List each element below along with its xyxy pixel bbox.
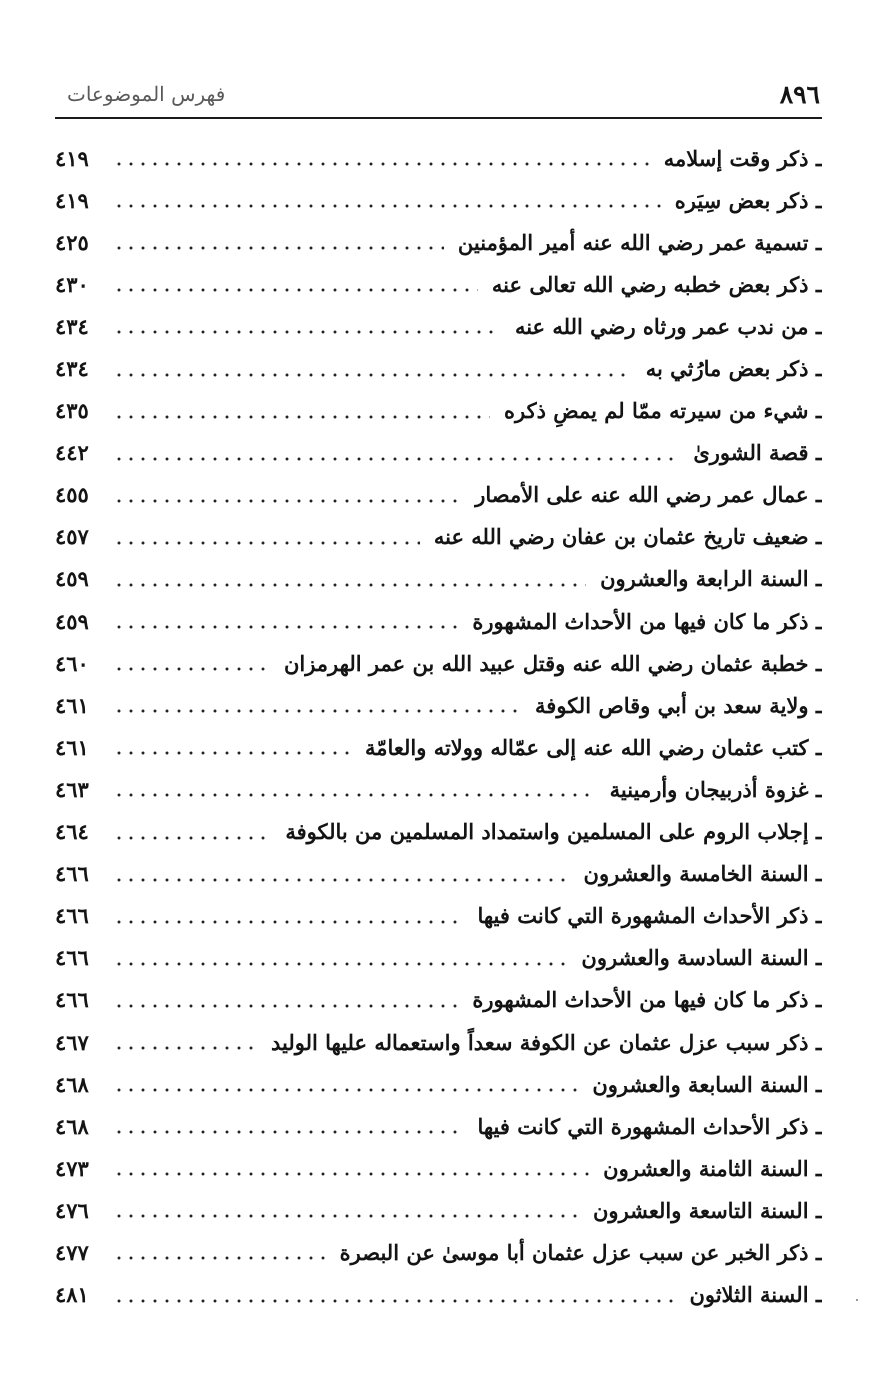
index-page xyxy=(55,0,822,1392)
entry-title: ـ السنة السابعة والعشرون xyxy=(592,1071,822,1097)
entry-page-number: ٤٦٨ xyxy=(55,1071,89,1097)
toc-entry xyxy=(55,726,822,768)
toc-entry xyxy=(55,1147,822,1189)
dot-leader xyxy=(113,1214,579,1218)
dot-leader xyxy=(113,246,444,250)
entry-title: ـ إجلاب الروم على المسلمين واستمداد المسلمين من بالكوفة xyxy=(285,819,822,845)
entry-title: ـ السنة الثامنة والعشرون xyxy=(603,1155,822,1181)
toc-entry xyxy=(55,979,822,1021)
dot-leader xyxy=(113,373,632,377)
toc-entry xyxy=(55,1189,822,1231)
toc-entry xyxy=(55,600,822,642)
entry-page-number: ٤٥٥ xyxy=(55,482,89,508)
dot-leader xyxy=(113,1046,257,1050)
entry-page-number: ٤٦٨ xyxy=(55,1113,89,1139)
entry-page-number: ٤٢٥ xyxy=(55,229,89,255)
entry-page-number: ٤٣٤ xyxy=(55,313,89,339)
entry-page-number: ٤٦٦ xyxy=(55,903,89,929)
entry-page-number: ٤٣٥ xyxy=(55,398,89,424)
entry-title: ـ ذكر سبب عزل عثمان عن الكوفة سعداً واستعماله عليها الوليد xyxy=(270,1029,822,1055)
dot-leader xyxy=(113,878,570,882)
toc-entry xyxy=(55,684,822,726)
toc-entry xyxy=(55,558,822,600)
dot-leader xyxy=(113,330,501,334)
dot-leader xyxy=(113,1172,589,1176)
dot-leader xyxy=(113,583,586,587)
toc-entry xyxy=(55,179,822,221)
toc-entry xyxy=(55,642,822,684)
entry-title: ـ من ندب عمر ورثاه رضي الله عنه xyxy=(514,313,822,339)
entry-title: ـ ذكر بعض سِيَره xyxy=(674,187,822,213)
entry-title: ـ ضعيف تاريخ عثمان بن عفان رضي الله عنه xyxy=(433,524,822,550)
toc-entry xyxy=(55,516,822,558)
toc-entry xyxy=(55,768,822,810)
toc-entry xyxy=(55,1274,822,1316)
entry-title: ـ كتب عثمان رضي الله عنه إلى عمّاله وولاته والعامّة xyxy=(364,734,822,760)
dot-leader xyxy=(113,1256,326,1260)
entry-page-number: ٤٥٩ xyxy=(55,608,89,634)
header-rule xyxy=(55,117,822,119)
toc-entry xyxy=(55,432,822,474)
dot-leader xyxy=(113,625,458,629)
toc-entry xyxy=(55,1231,822,1273)
toc-entry xyxy=(55,853,822,895)
entry-title: ـ ذكر ما كان فيها من الأحداث المشهورة xyxy=(472,987,822,1013)
entry-page-number: ٤٣٤ xyxy=(55,356,89,382)
entry-page-number: ٤٦١ xyxy=(55,734,89,760)
entry-title: ـ قصة الشورىٰ xyxy=(693,440,822,466)
page-header xyxy=(55,72,822,116)
toc-entry xyxy=(55,137,822,179)
entry-title: ـ غزوة أذربيجان وأرمينية xyxy=(609,776,822,802)
dot-leader xyxy=(113,836,271,840)
entry-page-number: ٤٦٦ xyxy=(55,945,89,971)
toc-entry xyxy=(55,937,822,979)
entry-page-number: ٤٦٤ xyxy=(55,819,89,845)
dot-leader xyxy=(113,920,463,924)
entry-page-number: ٤٣٠ xyxy=(55,271,89,297)
entry-page-number: ٤١٩ xyxy=(55,145,89,171)
toc-entry xyxy=(55,1063,822,1105)
entry-page-number: ٤٥٩ xyxy=(55,566,89,592)
toc-entry xyxy=(55,811,822,853)
entry-title: ـ السنة التاسعة والعشرون xyxy=(593,1197,822,1223)
toc-entry xyxy=(55,305,822,347)
dot-leader xyxy=(113,751,351,755)
dot-leader xyxy=(113,541,420,545)
entry-page-number: ٤٥٧ xyxy=(55,524,89,550)
entry-title: ـ السنة الخامسة والعشرون xyxy=(583,861,822,887)
entry-page-number: ٤٧٦ xyxy=(55,1197,89,1223)
entry-title: ـ السنة الرابعة والعشرون xyxy=(600,566,822,592)
toc-entry xyxy=(55,1021,822,1063)
entry-title: ـ خطبة عثمان رضي الله عنه وقتل عبيد الله بن عمر الهرمزان xyxy=(283,650,822,676)
entry-title: ـ ولاية سعد بن أبي وقاص الكوفة xyxy=(535,692,822,718)
page-number: ٨٩٦ xyxy=(779,79,820,109)
dot-leader xyxy=(113,667,270,671)
toc-entry xyxy=(55,263,822,305)
dot-leader xyxy=(113,499,461,503)
entry-title: ـ ذكر بعض مارُثي به xyxy=(645,356,822,382)
dot-leader xyxy=(113,1299,675,1303)
entry-title: ـ ذكر بعض خطبه رضي الله تعالى عنه xyxy=(491,271,822,297)
entry-title: ـ تسمية عمر رضي الله عنه أمير المؤمنين xyxy=(457,229,822,255)
entry-title: ـ السنة السادسة والعشرون xyxy=(581,945,822,971)
entry-page-number: ٤٤٢ xyxy=(55,440,89,466)
entry-page-number: ٤٦٦ xyxy=(55,861,89,887)
dot-leader xyxy=(113,457,679,461)
dot-leader xyxy=(113,162,650,166)
entry-title: ـ ذكر ما كان فيها من الأحداث المشهورة xyxy=(472,608,822,634)
scan-speck xyxy=(856,1299,858,1301)
dot-leader xyxy=(113,962,567,966)
toc-entry xyxy=(55,895,822,937)
entry-page-number: ٤٨١ xyxy=(55,1282,89,1308)
toc-entry xyxy=(55,347,822,389)
entry-title: ـ ذكر وقت إسلامه xyxy=(663,145,822,171)
entry-page-number: ٤١٩ xyxy=(55,187,89,213)
entry-page-number: ٤٧٧ xyxy=(55,1239,89,1265)
entry-page-number: ٤٧٣ xyxy=(55,1155,89,1181)
entry-title: ـ شيء من سيرته ممّا لم يمضِ ذكره xyxy=(504,398,822,424)
entry-page-number: ٤٦١ xyxy=(55,692,89,718)
dot-leader xyxy=(113,793,596,797)
entry-title: ـ ذكر الأحداث المشهورة التي كانت فيها xyxy=(477,903,822,929)
entry-title: ـ عمال عمر رضي الله عنه على الأمصار xyxy=(475,482,822,508)
toc-entry xyxy=(55,474,822,516)
dot-leader xyxy=(113,1004,458,1008)
entry-page-number: ٤٦٠ xyxy=(55,650,89,676)
entry-title: ـ ذكر الأحداث المشهورة التي كانت فيها xyxy=(477,1113,822,1139)
dot-leader xyxy=(113,204,661,208)
entry-page-number: ٤٦٣ xyxy=(55,776,89,802)
table-of-contents xyxy=(55,137,822,1316)
running-title: فهرس الموضوعات xyxy=(67,82,226,106)
dot-leader xyxy=(113,709,521,713)
dot-leader xyxy=(113,288,478,292)
dot-leader xyxy=(113,1088,578,1092)
entry-title: ـ السنة الثلاثون xyxy=(689,1282,822,1308)
entry-title: ـ ذكر الخبر عن سبب عزل عثمان أبا موسىٰ عن البصرة xyxy=(339,1239,822,1265)
dot-leader xyxy=(113,1130,463,1134)
toc-entry xyxy=(55,390,822,432)
entry-page-number: ٤٦٧ xyxy=(55,1029,89,1055)
toc-entry xyxy=(55,221,822,263)
entry-page-number: ٤٦٦ xyxy=(55,987,89,1013)
dot-leader xyxy=(113,415,490,419)
toc-entry xyxy=(55,1105,822,1147)
